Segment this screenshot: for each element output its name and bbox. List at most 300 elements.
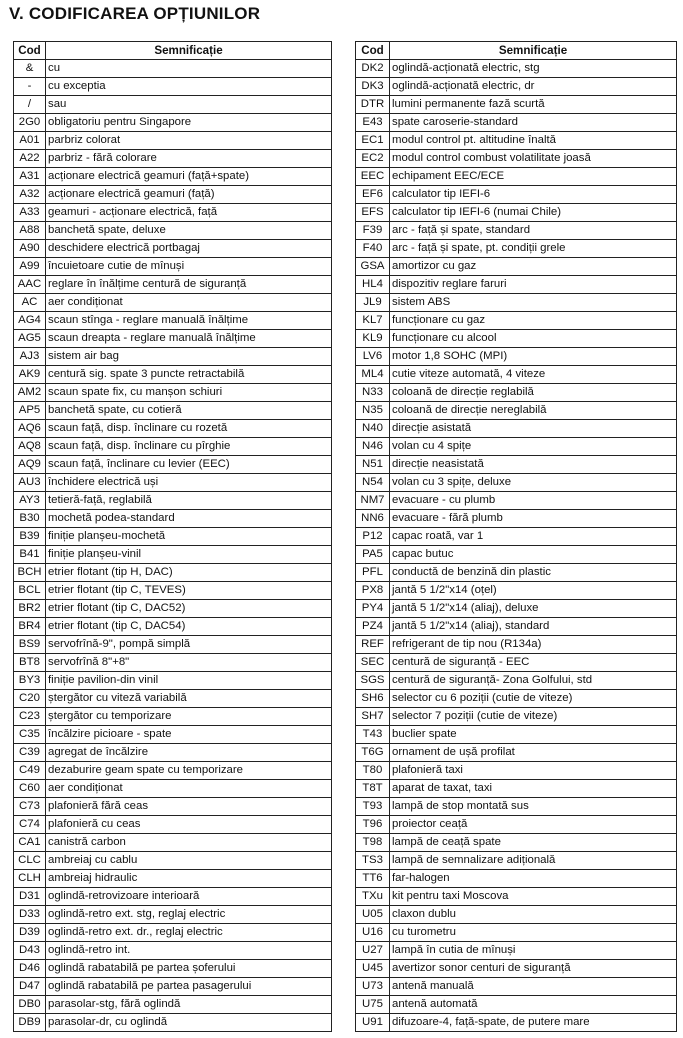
table-row [14,438,332,456]
table-row [356,438,677,456]
option-meaning-cell: tetieră-față, reglabilă [46,492,332,510]
option-meaning-cell: jantă 5 1/2"x14 (aliaj), standard [390,618,677,636]
table-row [356,672,677,690]
option-meaning-cell: aer condiționat [46,780,332,798]
option-meaning-cell: refrigerant de tip nou (R134a) [390,636,677,654]
option-meaning-cell: selector 7 poziții (cutie de viteze) [390,708,677,726]
option-meaning-cell: sistem air bag [46,348,332,366]
table-row [356,690,677,708]
option-code-cell: AQ6 [14,420,46,438]
options-table-left-body [14,60,332,1032]
option-meaning-cell: cu exceptia [46,78,332,96]
table-row [14,492,332,510]
table-row [14,870,332,888]
table-row [14,888,332,906]
option-code-cell: NM7 [356,492,390,510]
option-code-cell: DB9 [14,1014,46,1032]
code-column-header: Cod [356,42,390,60]
table-header-row [14,42,332,60]
option-code-cell: PY4 [356,600,390,618]
option-code-cell: T8T [356,780,390,798]
table-row [14,942,332,960]
option-code-cell: U91 [356,1014,390,1032]
table-row [356,168,677,186]
option-meaning-cell: oglindă-retro ext. stg, reglaj electric [46,906,332,924]
table-row [14,816,332,834]
option-code-cell: ML4 [356,366,390,384]
table-row [14,384,332,402]
option-meaning-cell: calculator tip IEFI-6 [390,186,677,204]
table-row [356,816,677,834]
table-row [356,492,677,510]
option-meaning-cell: jantă 5 1/2"x14 (oțel) [390,582,677,600]
table-row [356,240,677,258]
table-row [14,798,332,816]
option-code-cell: 2G0 [14,114,46,132]
table-row [14,510,332,528]
table-row [14,600,332,618]
table-row [14,60,332,78]
table-row [14,618,332,636]
option-code-cell: B30 [14,510,46,528]
option-code-cell: LV6 [356,348,390,366]
option-meaning-cell: etrier flotant (tip C, TEVES) [46,582,332,600]
option-meaning-cell: oglindă rabatabilă pe partea șoferului [46,960,332,978]
table-row [14,366,332,384]
option-code-cell: SH6 [356,690,390,708]
table-row [14,546,332,564]
option-meaning-cell: scaun față, disp. înclinare cu pîrghie [46,438,332,456]
table-row [356,798,677,816]
table-row [14,222,332,240]
table-row [356,528,677,546]
table-row [14,762,332,780]
option-code-cell: F39 [356,222,390,240]
option-meaning-cell: difuzoare-4, față-spate, de putere mare [390,1014,677,1032]
table-row [14,654,332,672]
option-meaning-cell: banchetă spate, cu cotieră [46,402,332,420]
option-code-cell: - [14,78,46,96]
option-code-cell: NN6 [356,510,390,528]
table-row [14,996,332,1014]
table-row [356,114,677,132]
option-meaning-cell: lumini permanente fază scurtă [390,96,677,114]
option-code-cell: SGS [356,672,390,690]
option-code-cell: D31 [14,888,46,906]
option-meaning-cell: direcție asistată [390,420,677,438]
option-meaning-cell: aer condiționat [46,294,332,312]
option-code-cell: T80 [356,762,390,780]
option-code-cell: N35 [356,402,390,420]
option-meaning-cell: antenă automată [390,996,677,1014]
option-meaning-cell: far-halogen [390,870,677,888]
option-meaning-cell: arc - față și spate, standard [390,222,677,240]
table-row [356,762,677,780]
option-meaning-cell: oglindă rabatabilă pe partea pasagerului [46,978,332,996]
option-meaning-cell: conductă de benzină din plastic [390,564,677,582]
table-row [14,744,332,762]
table-row [14,78,332,96]
option-meaning-cell: calculator tip IEFI-6 (numai Chile) [390,204,677,222]
option-code-cell: JL9 [356,294,390,312]
option-meaning-cell: claxon dublu [390,906,677,924]
table-row [14,834,332,852]
option-meaning-cell: lampă în cutia de mînuși [390,942,677,960]
meaning-column-header: Semnificație [390,42,677,60]
option-code-cell: REF [356,636,390,654]
option-meaning-cell: lampă de stop montată sus [390,798,677,816]
table-row [14,528,332,546]
table-row [356,60,677,78]
option-meaning-cell: scaun față, disp. înclinare cu rozetă [46,420,332,438]
table-row [14,258,332,276]
table-row [356,1014,677,1032]
option-code-cell: P12 [356,528,390,546]
option-code-cell: AY3 [14,492,46,510]
table-row [14,150,332,168]
table-row [14,114,332,132]
option-code-cell: A32 [14,186,46,204]
option-meaning-cell: avertizor sonor centuri de siguranță [390,960,677,978]
option-meaning-cell: dispozitiv reglare faruri [390,276,677,294]
table-row [14,474,332,492]
table-row [356,474,677,492]
option-code-cell: EC2 [356,150,390,168]
option-code-cell: T98 [356,834,390,852]
option-meaning-cell: volan cu 4 spițe [390,438,677,456]
option-code-cell: A22 [14,150,46,168]
table-row [356,384,677,402]
option-code-cell: & [14,60,46,78]
option-code-cell: BY3 [14,672,46,690]
option-code-cell: AG4 [14,312,46,330]
table-row [14,636,332,654]
table-row [14,852,332,870]
table-row [356,960,677,978]
option-meaning-cell: ornament de ușă profilat [390,744,677,762]
option-meaning-cell: proiector ceață [390,816,677,834]
option-code-cell: HL4 [356,276,390,294]
option-code-cell: PZ4 [356,618,390,636]
table-row [356,582,677,600]
option-code-cell: SEC [356,654,390,672]
option-code-cell: / [14,96,46,114]
table-row [14,312,332,330]
option-code-cell: B39 [14,528,46,546]
option-code-cell: DK3 [356,78,390,96]
table-row [14,294,332,312]
table-row [14,168,332,186]
table-row [356,294,677,312]
option-code-cell: U75 [356,996,390,1014]
option-code-cell: C74 [14,816,46,834]
option-code-cell: C39 [14,744,46,762]
table-row [356,276,677,294]
option-meaning-cell: plafonieră cu ceas [46,816,332,834]
option-code-cell: N40 [356,420,390,438]
table-row [14,456,332,474]
option-meaning-cell: mochetă podea-standard [46,510,332,528]
option-code-cell: U45 [356,960,390,978]
option-code-cell: C73 [14,798,46,816]
option-meaning-cell: obligatoriu pentru Singapore [46,114,332,132]
option-code-cell: DK2 [356,60,390,78]
table-row [356,456,677,474]
option-meaning-cell: funcționare cu alcool [390,330,677,348]
option-meaning-cell: selector cu 6 poziții (cutie de viteze) [390,690,677,708]
table-row [14,240,332,258]
table-row [356,330,677,348]
table-row [14,276,332,294]
option-code-cell: T43 [356,726,390,744]
option-code-cell: D33 [14,906,46,924]
table-row [356,708,677,726]
option-meaning-cell: canistră carbon [46,834,332,852]
table-row [14,582,332,600]
table-row [356,834,677,852]
option-code-cell: TS3 [356,852,390,870]
option-meaning-cell: etrier flotant (tip C, DAC52) [46,600,332,618]
option-code-cell: D43 [14,942,46,960]
table-row [356,348,677,366]
option-meaning-cell: echipament EEC/ECE [390,168,677,186]
option-meaning-cell: oglindă-acționată electric, stg [390,60,677,78]
option-meaning-cell: direcție neasistată [390,456,677,474]
option-meaning-cell: finiție planșeu-mochetă [46,528,332,546]
table-row [14,924,332,942]
table-row [356,852,677,870]
table-row [356,258,677,276]
option-code-cell: T6G [356,744,390,762]
option-meaning-cell: scaun față, înclinare cu levier (EEC) [46,456,332,474]
table-header-row [356,42,677,60]
option-meaning-cell: funcționare cu gaz [390,312,677,330]
option-code-cell: AG5 [14,330,46,348]
option-meaning-cell: lampă de ceață spate [390,834,677,852]
table-row [356,186,677,204]
option-meaning-cell: cutie viteze automată, 4 viteze [390,366,677,384]
option-meaning-cell: oglindă-retrovizoare interioară [46,888,332,906]
option-code-cell: A99 [14,258,46,276]
option-code-cell: EC1 [356,132,390,150]
option-code-cell: AAC [14,276,46,294]
option-meaning-cell: ambreiaj cu cablu [46,852,332,870]
option-code-cell: TT6 [356,870,390,888]
option-meaning-cell: geamuri - acționare electrică, față [46,204,332,222]
option-code-cell: C20 [14,690,46,708]
table-row [356,780,677,798]
option-code-cell: A90 [14,240,46,258]
option-meaning-cell: servofrînă-9", pompă simplă [46,636,332,654]
option-meaning-cell: dezaburire geam spate cu temporizare [46,762,332,780]
option-code-cell: N33 [356,384,390,402]
option-code-cell: A01 [14,132,46,150]
option-code-cell: U27 [356,942,390,960]
option-code-cell: PFL [356,564,390,582]
option-code-cell: AQ8 [14,438,46,456]
option-code-cell: CLH [14,870,46,888]
table-row [356,546,677,564]
option-meaning-cell: coloană de direcție reglabilă [390,384,677,402]
option-meaning-cell: sau [46,96,332,114]
table-row [14,132,332,150]
option-code-cell: PX8 [356,582,390,600]
option-meaning-cell: spate caroserie-standard [390,114,677,132]
option-code-cell: C35 [14,726,46,744]
option-meaning-cell: modul control pt. altitudine înaltă [390,132,677,150]
table-row [14,1014,332,1032]
option-meaning-cell: oglindă-retro int. [46,942,332,960]
option-code-cell: AP5 [14,402,46,420]
option-code-cell: AJ3 [14,348,46,366]
option-meaning-cell: deschidere electrică portbagaj [46,240,332,258]
option-meaning-cell: cu turometru [390,924,677,942]
option-code-cell: D46 [14,960,46,978]
option-code-cell: AU3 [14,474,46,492]
option-meaning-cell: finiție planșeu-vinil [46,546,332,564]
option-meaning-cell: oglindă-retro ext. dr., reglaj electric [46,924,332,942]
option-meaning-cell: închidere electrică uși [46,474,332,492]
table-row [356,222,677,240]
option-meaning-cell: parasolar-stg, fără oglindă [46,996,332,1014]
meaning-column-header: Semnificație [46,42,332,60]
option-code-cell: C49 [14,762,46,780]
table-row [356,996,677,1014]
option-code-cell: KL9 [356,330,390,348]
table-row [14,960,332,978]
table-row [14,186,332,204]
table-row [14,420,332,438]
option-code-cell: D39 [14,924,46,942]
option-meaning-cell: jantă 5 1/2"x14 (aliaj), deluxe [390,600,677,618]
option-code-cell: CA1 [14,834,46,852]
option-meaning-cell: capac butuc [390,546,677,564]
option-meaning-cell: evacuare - fără plumb [390,510,677,528]
option-code-cell: U73 [356,978,390,996]
option-code-cell: E43 [356,114,390,132]
table-row [14,330,332,348]
option-meaning-cell: scaun dreapta - reglare manuală înălțime [46,330,332,348]
table-row [356,654,677,672]
option-code-cell: BCH [14,564,46,582]
table-row [356,150,677,168]
option-code-cell: BR2 [14,600,46,618]
table-row [14,726,332,744]
option-meaning-cell: oglindă-acționată electric, dr [390,78,677,96]
option-code-cell: B41 [14,546,46,564]
table-row [14,690,332,708]
option-meaning-cell: reglare în înălțime centură de siguranță [46,276,332,294]
option-meaning-cell: capac roată, var 1 [390,528,677,546]
table-row [356,744,677,762]
table-row [14,96,332,114]
options-table-right [355,41,677,1032]
table-row [356,402,677,420]
option-meaning-cell: încuietoare cutie de mînuși [46,258,332,276]
table-row [356,978,677,996]
table-row [14,564,332,582]
option-code-cell: D47 [14,978,46,996]
option-meaning-cell: lampă de semnalizare adițională [390,852,677,870]
option-meaning-cell: plafonieră fără ceas [46,798,332,816]
table-row [356,726,677,744]
table-row [14,204,332,222]
table-row [356,906,677,924]
option-meaning-cell: aparat de taxat, taxi [390,780,677,798]
option-code-cell: EF6 [356,186,390,204]
option-meaning-cell: kit pentru taxi Moscova [390,888,677,906]
table-row [356,312,677,330]
option-meaning-cell: parbriz colorat [46,132,332,150]
option-meaning-cell: centură de siguranță- Zona Golfului, std [390,672,677,690]
option-code-cell: U16 [356,924,390,942]
option-code-cell: AQ9 [14,456,46,474]
option-meaning-cell: ștergător cu temporizare [46,708,332,726]
option-code-cell: N46 [356,438,390,456]
option-code-cell: BT8 [14,654,46,672]
table-row [356,96,677,114]
option-code-cell: PA5 [356,546,390,564]
option-meaning-cell: etrier flotant (tip H, DAC) [46,564,332,582]
table-row [14,708,332,726]
option-code-cell: A88 [14,222,46,240]
table-row [356,204,677,222]
option-meaning-cell: arc - față și spate, pt. condiții grele [390,240,677,258]
option-meaning-cell: parasolar-dr, cu oglindă [46,1014,332,1032]
option-meaning-cell: centură sig. spate 3 puncte retractabilă [46,366,332,384]
table-row [356,132,677,150]
option-code-cell: EFS [356,204,390,222]
option-meaning-cell: centură de siguranță - EEC [390,654,677,672]
option-meaning-cell: acționare electrică geamuri (față) [46,186,332,204]
option-meaning-cell: etrier flotant (tip C, DAC54) [46,618,332,636]
option-code-cell: T96 [356,816,390,834]
table-row [356,618,677,636]
option-meaning-cell: antenă manuală [390,978,677,996]
option-meaning-cell: volan cu 3 spițe, deluxe [390,474,677,492]
option-code-cell: DTR [356,96,390,114]
option-meaning-cell: sistem ABS [390,294,677,312]
option-meaning-cell: parbriz - fără colorare [46,150,332,168]
option-code-cell: N54 [356,474,390,492]
option-meaning-cell: cu [46,60,332,78]
option-code-cell: N51 [356,456,390,474]
option-meaning-cell: motor 1,8 SOHC (MPI) [390,348,677,366]
option-code-cell: DB0 [14,996,46,1014]
table-row [356,870,677,888]
option-meaning-cell: acționare electrică geamuri (față+spate) [46,168,332,186]
page-title: V. CODIFICAREA OPȚIUNILOR [9,4,261,23]
option-code-cell: EEC [356,168,390,186]
option-code-cell: CLC [14,852,46,870]
table-row [356,366,677,384]
option-code-cell: A33 [14,204,46,222]
table-row [356,924,677,942]
option-meaning-cell: agregat de încălzire [46,744,332,762]
option-code-cell: BR4 [14,618,46,636]
option-meaning-cell: ștergător cu viteză variabilă [46,690,332,708]
option-code-cell: KL7 [356,312,390,330]
option-meaning-cell: ambreiaj hidraulic [46,870,332,888]
option-code-cell: C23 [14,708,46,726]
option-meaning-cell: scaun stînga - reglare manuală înălțime [46,312,332,330]
table-row [14,402,332,420]
option-code-cell: AM2 [14,384,46,402]
option-code-cell: AK9 [14,366,46,384]
option-code-cell: SH7 [356,708,390,726]
option-code-cell: A31 [14,168,46,186]
option-code-cell: AC [14,294,46,312]
